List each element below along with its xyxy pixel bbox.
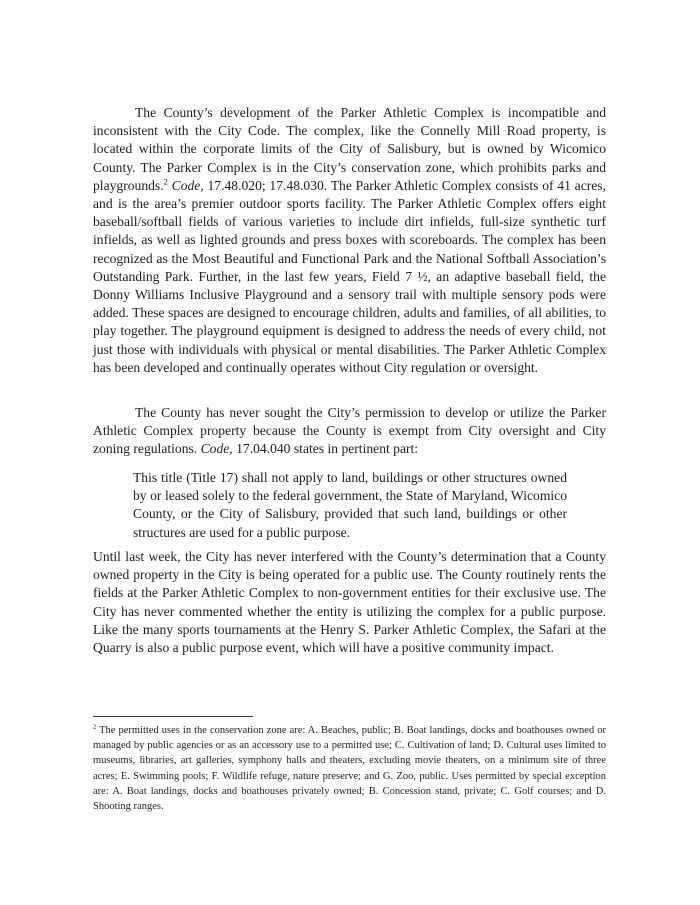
code-citation: Code, — [171, 177, 204, 193]
paragraph-parker-complex — [93, 104, 606, 377]
footnote-divider — [93, 716, 253, 717]
footnote — [93, 723, 606, 814]
footnote-marker: 2 — [93, 723, 97, 731]
footnote-reference: 2 — [163, 176, 168, 187]
paragraph-text: 17.48.020; 17.48.030. The Parker Athletic Complex consists of 41 acres, and is the area’s premier outdoor sports facility. The Parker Athletic Complex offers eight baseball/softball fields of various varieties to include dirt infields, full-size synthetic turf infields, as well as lighted grounds and press boxes with scoreboards. The complex has been recognized as the Most Beautiful and Functional Park and the National Softball Association’s Outstanding Park. Further, in the last few years, Field 7 ½, an adaptive baseball field, the Donny Williams Inclusive Playground and a sensory trail with multiple sensory pods were added. These spaces are designed to encourage children, adults and families, of all abilities, to play together. The playground equipment is designed to address the needs of every child, not just those with individuals with physical or mental disabilities. The Parker Athletic Complex has been developed and continually operates without City regulation or oversight. — [93, 177, 606, 375]
code-block-quote: This title (Title 17) shall not apply to land, buildings or other structures owned by or leased solely to the federal government, the State of Maryland, Wicomico County, or the City of Salisbury, provided that such land, buildings or other structures are used for a public purpose. — [133, 470, 567, 540]
paragraph-county-exemption — [93, 404, 606, 459]
paragraph-text: The County has never sought the City’s permission to develop or utilize the Parker Athletic Complex property because the County is exempt from City oversight and City zoning regulations. — [93, 405, 606, 457]
footnote-text: The permitted uses in the conservation zone are: A. Beaches, public; B. Boat landings, docks and boathouses owned or managed by public agencies or as an accessory use to a permitted use; C. Cultivation of land; D. Cultural uses limited to museums, libraries, art galleries, symphony halls and theaters, excluding movie theaters, on a minimum site of three acres; E. Swimming pools; F. Wildlife refuge, nature preserve; and G. Zoo, public. Uses permitted by special exception are: A. Boat landings, docks and boathouses privately owned; B. Concession stand, private; C. Golf courses; and D. Shooting ranges. — [93, 725, 606, 813]
paragraph-public-use: Until last week, the City has never interfered with the County’s determination that a County owned property in the City is being operated for a public use. The County routinely rents the fields at the Parker Athletic Complex to non-government entities for their exclusive use. The City has never commented whether the entity is utilizing the complex for a public purpose. Like the many sports tournaments at the Henry S. Parker Athletic Complex, the Safari at the Quarry is also a public purpose event, which will have a positive community impact. — [93, 549, 606, 656]
paragraph-text: The County’s development of the Parker Athletic Complex is incompatible and inconsistent with the City Code. The complex, like the Connelly Mill Road property, is located within the corporate limits of the City of Salisbury, but is owned by Wicomico County. The Parker Complex is in the City’s conservation zone, which prohibits parks and playgrounds. — [93, 105, 606, 193]
paragraph-text: 17.04.040 states in pertinent part: — [232, 441, 419, 457]
code-citation: Code, — [200, 441, 233, 457]
